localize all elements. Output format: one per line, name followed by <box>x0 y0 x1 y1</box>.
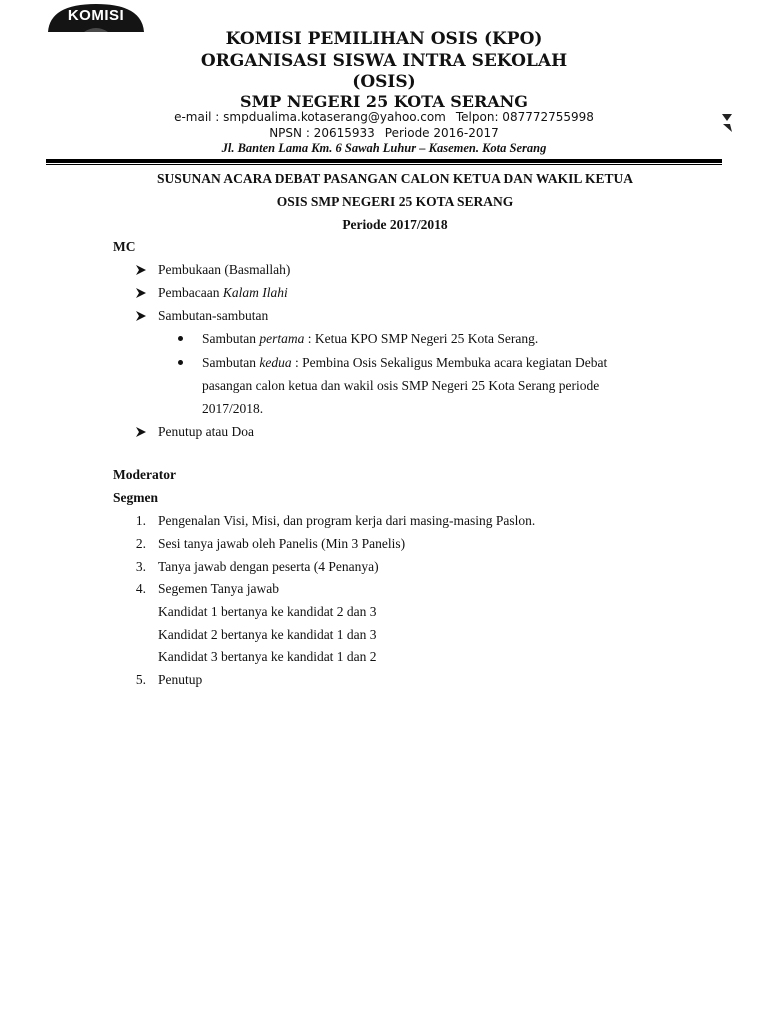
mc-heading: MC <box>113 239 136 254</box>
letterhead-school: SMP NEGERI 25 KOTA SERANG <box>240 92 528 111</box>
mc-sub-speech-second: Sambutan kedua : Pembina Osis Sekaligus Membuka acara kegiatan Debat <box>202 355 608 370</box>
arrow-bullet-icon <box>135 310 147 322</box>
letterhead-registration <box>0 126 768 140</box>
segment-item: Penutup <box>158 672 203 687</box>
letterhead-divider-thin <box>46 164 722 165</box>
letterhead-organization: ORGANISASI SISWA INTRA SEKOLAH <box>200 51 568 71</box>
letterhead-divider-thick <box>46 159 722 163</box>
mc-item-recitation: Pembacaan Kalam Ilahi <box>158 285 288 300</box>
mc-item-closing: Penutup atau Doa <box>158 424 254 439</box>
segment-heading: Segmen <box>113 490 158 505</box>
segment-item: Segemen Tanya jawab <box>158 581 280 596</box>
mc-sub-speech-second-line2: pasangan calon ketua dan wakil osis SMP Negeri 25 Kota Serang periode <box>202 378 600 393</box>
moderator-heading: Moderator <box>113 467 176 482</box>
segment-item: Sesi tanya jawab oleh Panelis (Min 3 Panelis) <box>158 536 406 551</box>
letterhead-contact <box>0 110 768 124</box>
letterhead-title: KOMISI PEMILIHAN OSIS (KPO) <box>225 29 543 49</box>
letterhead-period: Periode 2016-2017 <box>384 126 499 140</box>
mc-item-speeches: Sambutan-sambutan <box>158 308 269 323</box>
letterhead-email: e-mail : smpdualima.kotaserang@yahoo.com <box>174 110 446 124</box>
letterhead-abbreviation: (OSIS) <box>352 72 416 92</box>
mc-sub-speech-first: Sambutan pertama : Ketua KPO SMP Negeri 25 Kota Serang. <box>202 331 539 346</box>
candidate-question-line: Kandidat 3 bertanya ke kandidat 1 dan 2 <box>158 649 377 664</box>
mc-sub-speech-second-line3: 2017/2018. <box>202 401 264 416</box>
kpo-logo <box>46 2 146 32</box>
logo-text: KOMISI <box>67 7 125 24</box>
candidate-question-line: Kandidat 2 bertanya ke kandidat 1 dan 3 <box>158 627 377 642</box>
document-title-line2: OSIS SMP NEGERI 25 KOTA SERANG <box>276 194 514 209</box>
letterhead-npsn: NPSN : 20615933 <box>269 126 375 140</box>
segment-number: 1. <box>135 513 146 528</box>
arrow-bullet-icon <box>135 287 147 299</box>
letterhead-address: Jl. Banten Lama Km. 6 Sawah Luhur – Kasemen. Kota Serang <box>221 141 547 155</box>
arrow-bullet-icon <box>135 426 147 438</box>
segment-number: 2. <box>135 536 146 551</box>
bullet-dot-icon <box>178 336 183 341</box>
segment-item: Pengenalan Visi, Misi, dan program kerja dari masing-masing Paslon. <box>158 513 536 528</box>
document-period: Periode 2017/2018 <box>342 217 448 232</box>
candidate-question-line: Kandidat 1 bertanya ke kandidat 2 dan 3 <box>158 604 377 619</box>
letterhead-phone: Telpon: 087772755998 <box>455 110 594 124</box>
segment-number: 4. <box>135 581 146 596</box>
document-title-line1: SUSUNAN ACARA DEBAT PASANGAN CALON KETUA DAN WAKIL KETUA <box>156 171 634 186</box>
bullet-dot-icon <box>178 360 183 365</box>
mc-item-opening: Pembukaan (Basmallah) <box>158 262 291 277</box>
segment-item: Tanya jawab dengan peserta (4 Penanya) <box>158 559 379 574</box>
segment-number: 3. <box>135 559 146 574</box>
arrow-bullet-icon <box>135 264 147 276</box>
segment-number: 5. <box>135 672 146 687</box>
